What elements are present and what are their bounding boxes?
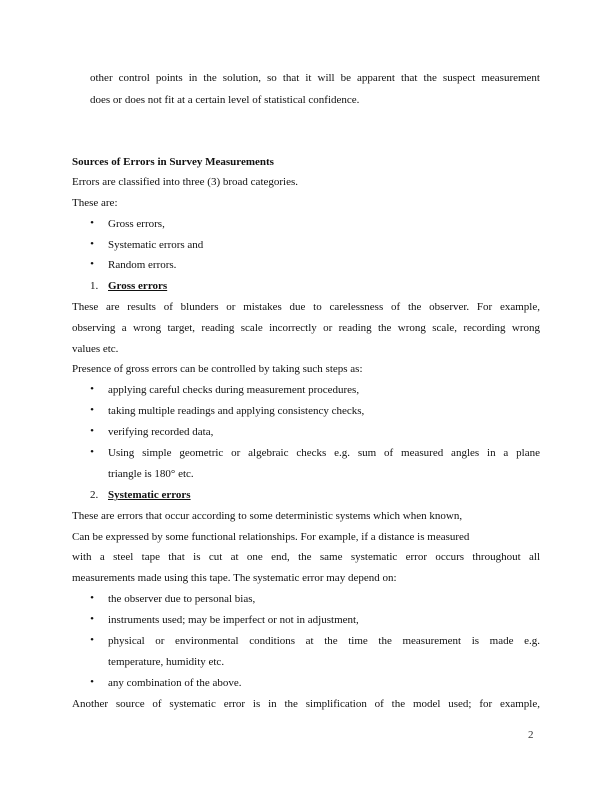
systematic-number: 2. <box>90 489 99 501</box>
bullet-icon: • <box>90 383 94 395</box>
bullet-icon: • <box>90 258 94 270</box>
systematic-last-line: Another source of systematic error is in the simplification of the model used; for example, <box>72 698 540 710</box>
category-item: Gross errors, <box>108 218 165 230</box>
intro-line-1: other control points in the solution, so that it will be apparent that the suspect measurement <box>90 72 540 84</box>
bullet-icon: • <box>90 404 94 416</box>
bullet-icon: • <box>90 613 94 625</box>
category-item: Random errors. <box>108 259 177 271</box>
gross-title: Gross errors <box>108 280 168 292</box>
step-item: applying careful checks during measurement procedures, <box>108 384 360 396</box>
factor-item-continuation: temperature, humidity etc. <box>108 656 225 668</box>
gross-line-1: These are results of blunders or mistakes due to carelessness of the observer. For example, <box>72 301 540 313</box>
factor-item: any combination of the above. <box>108 677 242 689</box>
factor-item: instruments used; may be imperfect or not in adjustment, <box>108 614 359 626</box>
systematic-title: Systematic errors <box>108 489 191 501</box>
bullet-icon: • <box>90 592 94 604</box>
systematic-line-1: These are errors that occur according to some deterministic systems which when known, <box>72 510 463 522</box>
section-heading: Sources of Errors in Survey Measurements <box>72 156 274 168</box>
factor-item: the observer due to personal bias, <box>108 593 256 605</box>
bullet-icon: • <box>90 634 94 646</box>
bullet-icon: • <box>90 217 94 229</box>
bullet-icon: • <box>90 446 94 458</box>
step-item: taking multiple readings and applying consistency checks, <box>108 405 365 417</box>
category-item: Systematic errors and <box>108 239 204 251</box>
section-paragraph-2: These are: <box>72 197 118 209</box>
gross-line-2: observing a wrong target, reading scale incorrectly or reading the wrong scale, recording wrong <box>72 322 540 334</box>
gross-line-3: values etc. <box>72 343 119 355</box>
systematic-line-4: measurements made using this tape. The systematic error may depend on: <box>72 572 397 584</box>
step-item-continuation: triangle is 180° etc. <box>108 468 194 480</box>
bullet-icon: • <box>90 676 94 688</box>
gross-number: 1. <box>90 280 99 292</box>
page-number: 2 <box>528 729 534 741</box>
bullet-icon: • <box>90 425 94 437</box>
factor-item: physical or environmental conditions at the time the measurement is made e.g. <box>108 635 540 647</box>
gross-control-intro: Presence of gross errors can be controlled by taking such steps as: <box>72 363 363 375</box>
step-item: Using simple geometric or algebraic checks e.g. sum of measured angles in a plane <box>108 447 540 459</box>
step-item: verifying recorded data, <box>108 426 214 438</box>
systematic-line-3: with a steel tape that is cut at one end, the same systematic error occurs throughout all <box>72 551 540 563</box>
section-paragraph-1: Errors are classified into three (3) broad categories. <box>72 176 299 188</box>
intro-line-2: does or does not fit at a certain level of statistical confidence. <box>90 94 360 106</box>
systematic-line-2: Can be expressed by some functional relationships. For example, if a distance is measured <box>72 531 470 543</box>
bullet-icon: • <box>90 238 94 250</box>
